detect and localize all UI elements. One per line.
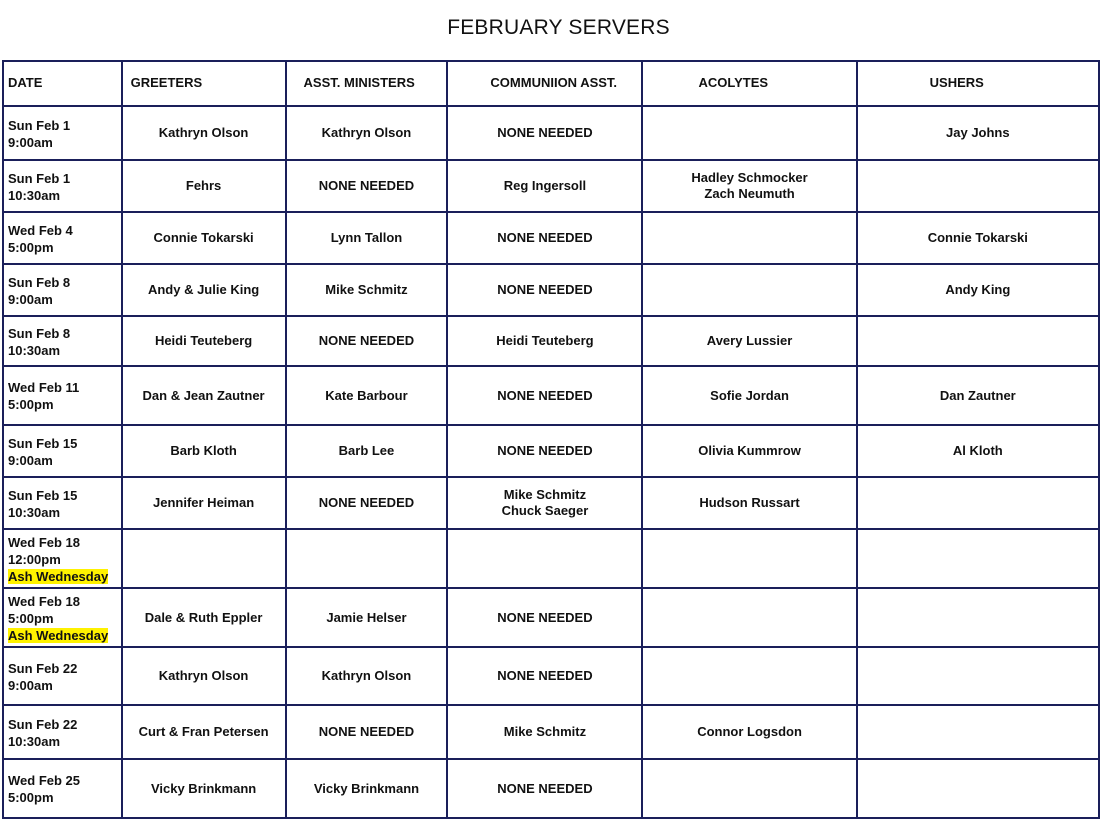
server-name: Curt & Fran Petersen bbox=[138, 724, 269, 739]
date-cell bbox=[3, 366, 122, 425]
acolytes-cell bbox=[642, 529, 856, 588]
date-cell bbox=[3, 160, 122, 212]
server-name: Chuck Saeger bbox=[501, 503, 589, 518]
service-day: Wed Feb 25 bbox=[8, 773, 81, 788]
ushers-cell bbox=[857, 588, 1099, 647]
server-name: Heidi Teuteberg bbox=[496, 333, 594, 348]
table-row bbox=[3, 529, 1099, 588]
communion-asst-cell bbox=[447, 647, 642, 705]
greeters-cell bbox=[122, 529, 286, 588]
server-name: Vicky Brinkmann bbox=[150, 780, 257, 796]
server-name: NONE NEEDED bbox=[318, 724, 415, 739]
greeters-cell bbox=[122, 212, 286, 264]
table-row bbox=[3, 212, 1099, 264]
date-cell bbox=[3, 759, 122, 818]
server-name: Vicky Brinkmann bbox=[313, 780, 420, 796]
service-time: 10:30am bbox=[8, 733, 61, 749]
date-cell bbox=[3, 316, 122, 366]
acolytes-cell bbox=[642, 316, 856, 366]
acolytes-cell bbox=[642, 106, 856, 160]
server-name: Barb Kloth bbox=[170, 443, 237, 458]
server-name: Lynn Tallon bbox=[330, 230, 403, 245]
service-time: 5:00pm bbox=[8, 790, 54, 805]
server-name: Kathryn Olson bbox=[321, 125, 412, 140]
server-name: Barb Lee bbox=[338, 443, 395, 458]
server-name: NONE NEEDED bbox=[497, 230, 593, 245]
server-name: Dan & Jean Zautner bbox=[142, 387, 265, 403]
server-name: NONE NEEDED bbox=[497, 780, 593, 796]
date-cell bbox=[3, 106, 122, 160]
ash-wednesday-highlight: Ash Wednesday bbox=[8, 568, 109, 584]
asst-ministers-cell bbox=[286, 705, 448, 759]
greeters-cell bbox=[122, 705, 286, 759]
ushers-cell bbox=[857, 264, 1099, 316]
server-name: Andy & Julie King bbox=[147, 282, 260, 297]
ushers-cell bbox=[857, 647, 1099, 705]
server-name: Kathryn Olson bbox=[158, 668, 249, 683]
ushers-cell bbox=[857, 106, 1099, 160]
server-name: Kathryn Olson bbox=[158, 125, 249, 140]
greeters-cell bbox=[122, 647, 286, 705]
table-row bbox=[3, 759, 1099, 818]
greeters-cell bbox=[122, 160, 286, 212]
page-title: FEBRUARY SERVERS bbox=[447, 16, 670, 39]
table-row bbox=[3, 316, 1099, 366]
asst-ministers-cell bbox=[286, 588, 448, 647]
server-name: Avery Lussier bbox=[706, 333, 793, 348]
service-day: Wed Feb 4 bbox=[8, 222, 73, 238]
server-name: Dan Zautner bbox=[939, 387, 1016, 403]
acolytes-cell bbox=[642, 588, 856, 647]
asst-ministers-cell bbox=[286, 264, 448, 316]
date-cell bbox=[3, 212, 122, 264]
ash-wednesday-highlight: Ash Wednesday bbox=[8, 627, 109, 643]
service-note bbox=[8, 627, 121, 644]
service-day: Sun Feb 15 bbox=[8, 435, 78, 451]
table-row bbox=[3, 106, 1099, 160]
service-time: 10:30am bbox=[8, 504, 61, 520]
asst-ministers-cell bbox=[286, 160, 448, 212]
service-day: Wed Feb 18 bbox=[8, 593, 81, 609]
server-name: NONE NEEDED bbox=[497, 282, 593, 297]
communion-asst-cell bbox=[447, 160, 642, 212]
server-name: Andy King bbox=[945, 282, 1011, 297]
acolytes-cell bbox=[642, 759, 856, 818]
asst-ministers-cell bbox=[286, 477, 448, 529]
service-time: 9:00am bbox=[8, 677, 53, 693]
acolytes-cell bbox=[642, 264, 856, 316]
server-name: Mike Schmitz bbox=[503, 724, 587, 739]
server-name: Reg Ingersoll bbox=[503, 178, 587, 193]
asst-ministers-cell bbox=[286, 106, 448, 160]
server-name: NONE NEEDED bbox=[497, 443, 593, 458]
acolytes-cell bbox=[642, 477, 856, 529]
acolytes-cell bbox=[642, 160, 856, 212]
server-name: NONE NEEDED bbox=[497, 387, 593, 403]
server-name: Al Kloth bbox=[952, 443, 1003, 458]
server-name: Jennifer Heiman bbox=[153, 495, 255, 510]
service-day: Sun Feb 1 bbox=[8, 170, 71, 186]
header-ushers: USHERS bbox=[857, 61, 1099, 106]
communion-asst-cell bbox=[447, 477, 642, 529]
ushers-cell bbox=[857, 212, 1099, 264]
server-name: Hadley Schmocker bbox=[691, 170, 808, 185]
service-time: 10:30am bbox=[8, 187, 61, 203]
header-communion-asst: COMMUNIION ASST. bbox=[447, 61, 642, 106]
greeters-cell bbox=[122, 477, 286, 529]
server-name: NONE NEEDED bbox=[497, 609, 593, 625]
service-day: Wed Feb 11 bbox=[8, 380, 80, 395]
server-name: NONE NEEDED bbox=[497, 668, 593, 683]
server-name: Jay Johns bbox=[946, 125, 1010, 140]
service-time: 5:00pm bbox=[8, 397, 54, 412]
server-name: Fehrs bbox=[185, 178, 222, 193]
table-row bbox=[3, 705, 1099, 759]
asst-ministers-cell bbox=[286, 647, 448, 705]
date-cell bbox=[3, 647, 122, 705]
greeters-cell bbox=[122, 588, 286, 647]
date-cell bbox=[3, 588, 122, 647]
greeters-cell bbox=[122, 106, 286, 160]
header-row bbox=[3, 61, 1099, 106]
communion-asst-cell bbox=[447, 212, 642, 264]
date-cell bbox=[3, 264, 122, 316]
ushers-cell bbox=[857, 366, 1099, 425]
header-asst-ministers: ASST. MINISTERS bbox=[286, 61, 448, 106]
asst-ministers-cell bbox=[286, 212, 448, 264]
server-name: Sofie Jordan bbox=[710, 387, 789, 403]
ushers-cell bbox=[857, 477, 1099, 529]
service-day: Sun Feb 1 bbox=[8, 117, 71, 133]
asst-ministers-cell bbox=[286, 425, 448, 477]
table-row bbox=[3, 160, 1099, 212]
header-greeters: GREETERS bbox=[122, 61, 286, 106]
table-row bbox=[3, 477, 1099, 529]
date-cell bbox=[3, 477, 122, 529]
server-name: NONE NEEDED bbox=[497, 125, 593, 140]
server-name: Zach Neumuth bbox=[704, 186, 795, 201]
communion-asst-cell bbox=[447, 366, 642, 425]
communion-asst-cell bbox=[447, 106, 642, 160]
server-name: Connie Tokarski bbox=[927, 230, 1028, 245]
table-row bbox=[3, 588, 1099, 647]
acolytes-cell bbox=[642, 705, 856, 759]
server-name: Heidi Teuteberg bbox=[154, 333, 253, 348]
service-time: 9:00am bbox=[8, 452, 53, 468]
acolytes-cell bbox=[642, 647, 856, 705]
server-name: Kate Barbour bbox=[325, 387, 408, 403]
ushers-cell bbox=[857, 529, 1099, 588]
acolytes-cell bbox=[642, 212, 856, 264]
communion-asst-cell bbox=[447, 588, 642, 647]
service-day: Sun Feb 15 bbox=[8, 487, 78, 503]
server-name: Dale & Ruth Eppler bbox=[144, 609, 263, 625]
server-name: Jamie Helser bbox=[326, 609, 407, 625]
service-time: 9:00am bbox=[8, 291, 53, 307]
ushers-cell bbox=[857, 759, 1099, 818]
greeters-cell bbox=[122, 366, 286, 425]
server-name: Hudson Russart bbox=[699, 495, 800, 510]
ushers-cell bbox=[857, 705, 1099, 759]
date-cell bbox=[3, 425, 122, 477]
server-name: Connor Logsdon bbox=[697, 724, 802, 739]
server-name: Olivia Kummrow bbox=[698, 443, 801, 458]
server-name: NONE NEEDED bbox=[318, 333, 415, 348]
server-name: NONE NEEDED bbox=[318, 178, 415, 193]
server-name: Connie Tokarski bbox=[153, 230, 254, 245]
communion-asst-cell bbox=[447, 705, 642, 759]
server-name: Mike Schmitz bbox=[503, 487, 587, 502]
greeters-cell bbox=[122, 425, 286, 477]
communion-asst-cell bbox=[447, 264, 642, 316]
service-time: 5:00pm bbox=[8, 610, 54, 626]
greeters-cell bbox=[122, 316, 286, 366]
date-cell bbox=[3, 705, 122, 759]
asst-ministers-cell bbox=[286, 529, 448, 588]
communion-asst-cell bbox=[447, 529, 642, 588]
acolytes-cell bbox=[642, 425, 856, 477]
ushers-cell bbox=[857, 160, 1099, 212]
server-name: Kathryn Olson bbox=[321, 668, 412, 683]
asst-ministers-cell bbox=[286, 759, 448, 818]
header-date: DATE bbox=[3, 61, 122, 106]
table-row bbox=[3, 647, 1099, 705]
communion-asst-cell bbox=[447, 316, 642, 366]
table-row bbox=[3, 366, 1099, 425]
greeters-cell bbox=[122, 264, 286, 316]
acolytes-cell bbox=[642, 366, 856, 425]
service-time: 9:00am bbox=[8, 134, 53, 150]
table-row bbox=[3, 264, 1099, 316]
servers-table bbox=[2, 60, 1100, 819]
greeters-cell bbox=[122, 759, 286, 818]
service-time: 12:00pm bbox=[8, 551, 61, 567]
date-cell bbox=[3, 529, 122, 588]
service-time: 5:00pm bbox=[8, 239, 54, 255]
server-name: Mike Schmitz bbox=[325, 282, 408, 297]
ushers-cell bbox=[857, 425, 1099, 477]
service-time: 10:30am bbox=[8, 342, 61, 358]
communion-asst-cell bbox=[447, 425, 642, 477]
service-note bbox=[8, 568, 121, 585]
service-day: Wed Feb 18 bbox=[8, 534, 81, 550]
service-day: Sun Feb 22 bbox=[8, 716, 78, 732]
server-name: NONE NEEDED bbox=[318, 495, 415, 510]
service-day: Sun Feb 8 bbox=[8, 274, 71, 290]
ushers-cell bbox=[857, 316, 1099, 366]
communion-asst-cell bbox=[447, 759, 642, 818]
header-acolytes: ACOLYTES bbox=[642, 61, 856, 106]
asst-ministers-cell bbox=[286, 316, 448, 366]
asst-ministers-cell bbox=[286, 366, 448, 425]
service-day: Sun Feb 8 bbox=[8, 325, 71, 341]
table-row bbox=[3, 425, 1099, 477]
service-day: Sun Feb 22 bbox=[8, 660, 78, 676]
